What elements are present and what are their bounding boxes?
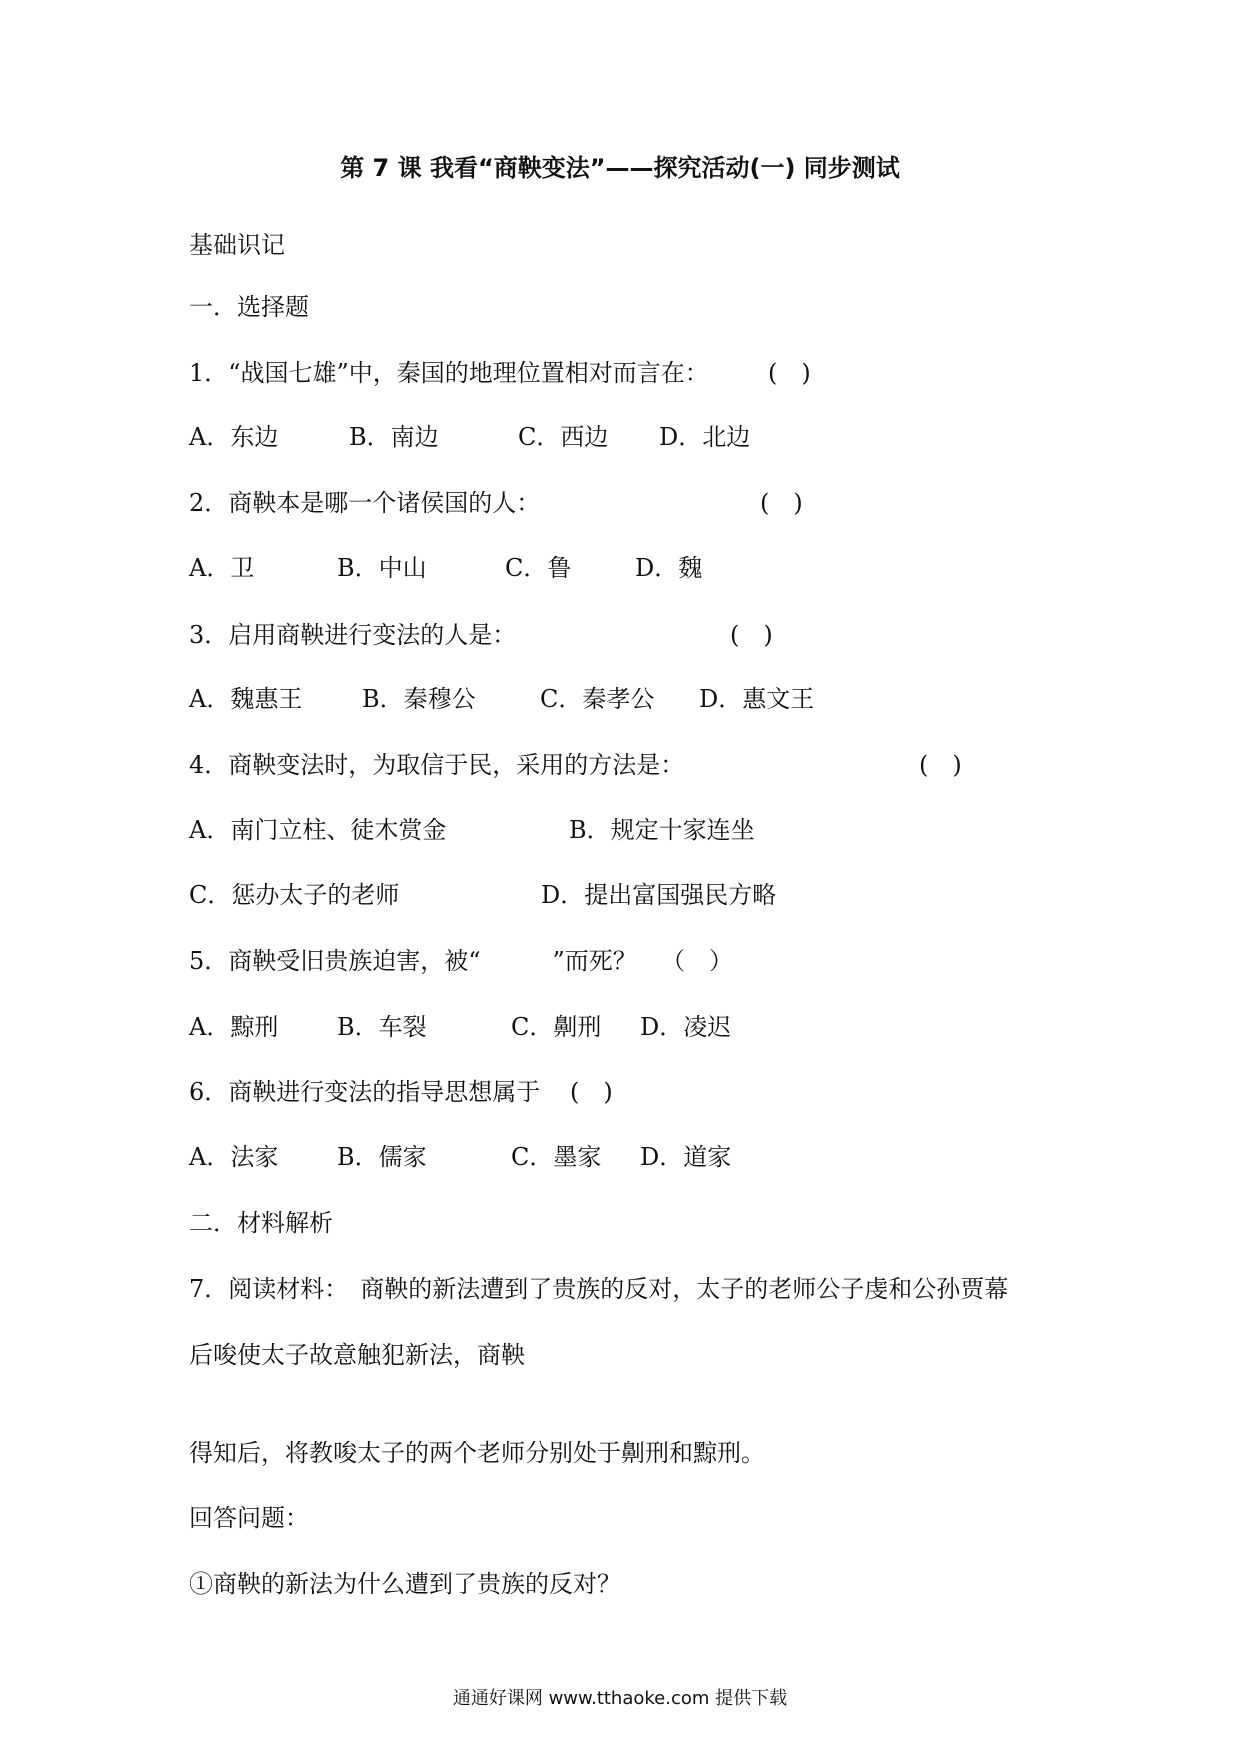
question-3 [189, 620, 773, 650]
option-b: B．车裂 [337, 1013, 427, 1041]
question-text: 4．商鞅变法时，为取信于民，采用的方法是： [189, 751, 685, 779]
question-text: 5．商鞅受旧贵族迫害，被“ ”而死？ [189, 947, 637, 975]
question-5 [189, 946, 733, 976]
question-7-line1: 7．阅读材料： 商鞅的新法遭到了贵族的反对，太子的老师公子虔和公孙贾幕 [189, 1275, 1009, 1303]
footer-credit: 通通好课网 www.tthaoke.com 提供下载 [452, 1688, 788, 1709]
question-2 [189, 488, 803, 518]
answer-paren: （ ） [661, 947, 733, 975]
option-b: B．秦穆公 [362, 685, 476, 713]
question-text: 3．启用商鞅进行变法的人是： [189, 621, 517, 649]
option-c: C．劓刑 [511, 1013, 602, 1041]
question-6 [189, 1077, 613, 1107]
question-text: 6．商鞅进行变法的指导思想属于 [189, 1078, 541, 1106]
option-a: A．法家 [189, 1143, 279, 1171]
option-d: D．凌迟 [640, 1013, 732, 1041]
sub-question-1: ①商鞅的新法为什么遭到了贵族的反对？ [189, 1570, 621, 1598]
section-heading-choice: 一．选择题 [189, 293, 309, 321]
option-b: B．南边 [349, 423, 439, 451]
option-a: A．黥刑 [189, 1013, 279, 1041]
option-b: B．中山 [337, 554, 427, 582]
option-d: D．道家 [640, 1143, 732, 1171]
option-a: A．卫 [189, 554, 255, 582]
answer-paren: ( ) [919, 751, 962, 779]
answer-paren: ( ) [760, 489, 803, 517]
question-7-line3: 得知后，将教唆太子的两个老师分别处于劓刑和黥刑。 [189, 1439, 765, 1467]
answer-paren: ( ) [730, 621, 773, 649]
option-c: C．秦孝公 [540, 685, 655, 713]
question-7-line2: 后唆使太子故意触犯新法，商鞅 [189, 1341, 525, 1369]
answer-label: 回答问题： [189, 1504, 309, 1532]
option-c: C．惩办太子的老师 [189, 881, 400, 909]
option-c: C．墨家 [511, 1143, 602, 1171]
page-title: 第 7 课 我看“商鞅变法”——探究活动(一) 同步测试 [340, 154, 900, 182]
answer-paren: ( ) [570, 1078, 613, 1106]
option-c: C．鲁 [505, 554, 572, 582]
option-b: B．儒家 [337, 1143, 427, 1171]
option-a: A．东边 [189, 423, 279, 451]
question-1 [189, 358, 811, 388]
question-text: 2．商鞅本是哪一个诸侯国的人： [189, 489, 541, 517]
option-c: C．西边 [518, 423, 609, 451]
option-d: D．北边 [659, 423, 751, 451]
option-d: D．惠文王 [699, 685, 815, 713]
option-a: A．南门立柱、徒木赏金 [189, 816, 447, 844]
section-heading-basic: 基础识记 [189, 231, 285, 259]
option-d: D．提出富国强民方略 [541, 881, 777, 909]
option-d: D．魏 [635, 554, 703, 582]
question-text: 1．“战国七雄”中，秦国的地理位置相对而言在： [189, 359, 709, 387]
question-4 [189, 750, 962, 780]
option-b: B．规定十家连坐 [569, 816, 755, 844]
answer-paren: ( ) [768, 359, 811, 387]
section-heading-material: 二．材料解析 [189, 1209, 333, 1237]
option-a: A．魏惠王 [189, 685, 303, 713]
